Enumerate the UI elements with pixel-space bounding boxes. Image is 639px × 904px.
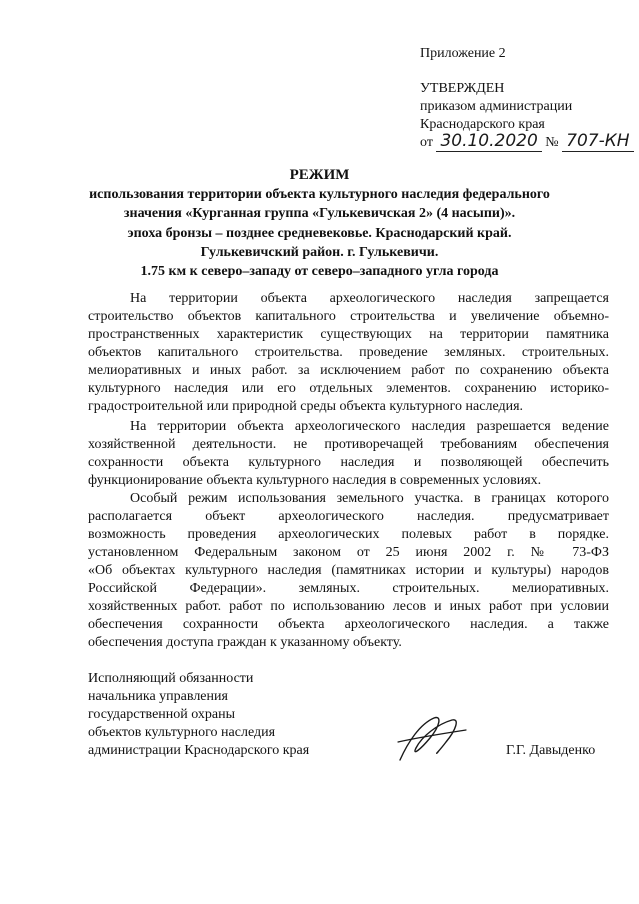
signatory-name: Г.Г. Давыденко (506, 743, 596, 758)
paragraph-2-line: функционирование объекта культурного наследия в современных условиях. (88, 473, 542, 488)
signatory-position-line: государственной охраны (88, 707, 236, 722)
paragraph-3-line: «Об объектах культурного наследия (памятниках истории и культуры) народов (88, 563, 609, 578)
number-prefix: № (545, 135, 559, 150)
paragraph-1-line: На территории объекта археологического наследия запрещается (130, 291, 609, 306)
paragraph-3-line: Особый режим использования земельного участка. в границах которого (130, 491, 609, 506)
paragraph-1-line: градостроительной или природной среды объекта культурного наследия. (88, 399, 524, 414)
title-line-5: 1.75 км к северо–западу от северо–западного угла города (140, 264, 499, 279)
paragraph-3-line: располагается объект археологического наследия. предусматривает (88, 509, 609, 524)
paragraph-2-line: сохранности объекта культурного наследия и позволяющей обеспечить (88, 455, 609, 470)
order-date-line (420, 133, 634, 151)
paragraph-3-line: обеспечения доступа граждан к указанному объекту. (88, 635, 402, 650)
paragraph-3-line: хозяйственных работ. работ по использованию лесов и иных работ при условии (88, 599, 609, 614)
handwritten-signature (390, 712, 470, 767)
paragraph-1-line: объектов капитального строительства. проведение земляных. строительных. (88, 345, 609, 360)
handwritten-number: 707-КН (562, 131, 633, 152)
date-prefix: от (420, 135, 433, 150)
document-title: РЕЖИМ (289, 167, 350, 183)
paragraph-1-line: строительство объектов капитального строительства и увеличение объемно- (88, 309, 609, 324)
signatory-position-line: администрации Краснодарского края (88, 743, 310, 758)
paragraph-2-line: хозяйственной деятельности. не противоречащей требованиям обеспечения (88, 437, 609, 452)
title-line-3: эпоха бронзы – позднее средневековье. Краснодарский край. (127, 226, 512, 241)
order-line-1: приказом администрации (420, 99, 573, 114)
signatory-position-line: Исполняющий обязанности (88, 671, 254, 686)
paragraph-3-line: установленном Федеральным законом от 25 июня 2002 г. № 73-ФЗ (88, 545, 609, 560)
paragraph-1-line: пространственных характеристик существующих на территории памятника (88, 327, 609, 342)
paragraph-3-line: возможность проведения археологических полевых работ в порядке. (88, 527, 609, 542)
order-line-2: Краснодарского края (420, 117, 545, 132)
title-line-2: значения «Курганная группа «Гулькевичская 2» (4 насыпи)». (123, 206, 516, 221)
signatory-position-line: начальника управления (88, 689, 228, 704)
paragraph-1-line: культурного наследия или его отдельных элементов. сохранению историко- (88, 381, 609, 396)
signatory-position-line: объектов культурного наследия (88, 725, 276, 740)
paragraph-1-line: мелиоративных и иных работ. за исключением работ по сохранению объекта (88, 363, 609, 378)
title-line-4: Гулькевичский район. г. Гулькевичи. (200, 245, 439, 260)
handwritten-date: 30.10.2020 (436, 131, 541, 152)
paragraph-2-line: На территории объекта археологического наследия разрешается ведение (130, 419, 609, 434)
paragraph-3-line: обеспечения сохранности объекта археологического наследия. а также (88, 617, 609, 632)
paragraph-3-line: Российской Федерации». земляных. строительных. мелиоративных. (88, 581, 609, 596)
appendix-label: Приложение 2 (420, 46, 506, 61)
title-line-1: использования территории объекта культурного наследия федерального (89, 187, 550, 202)
approved-label: УТВЕРЖДЕН (420, 81, 505, 96)
